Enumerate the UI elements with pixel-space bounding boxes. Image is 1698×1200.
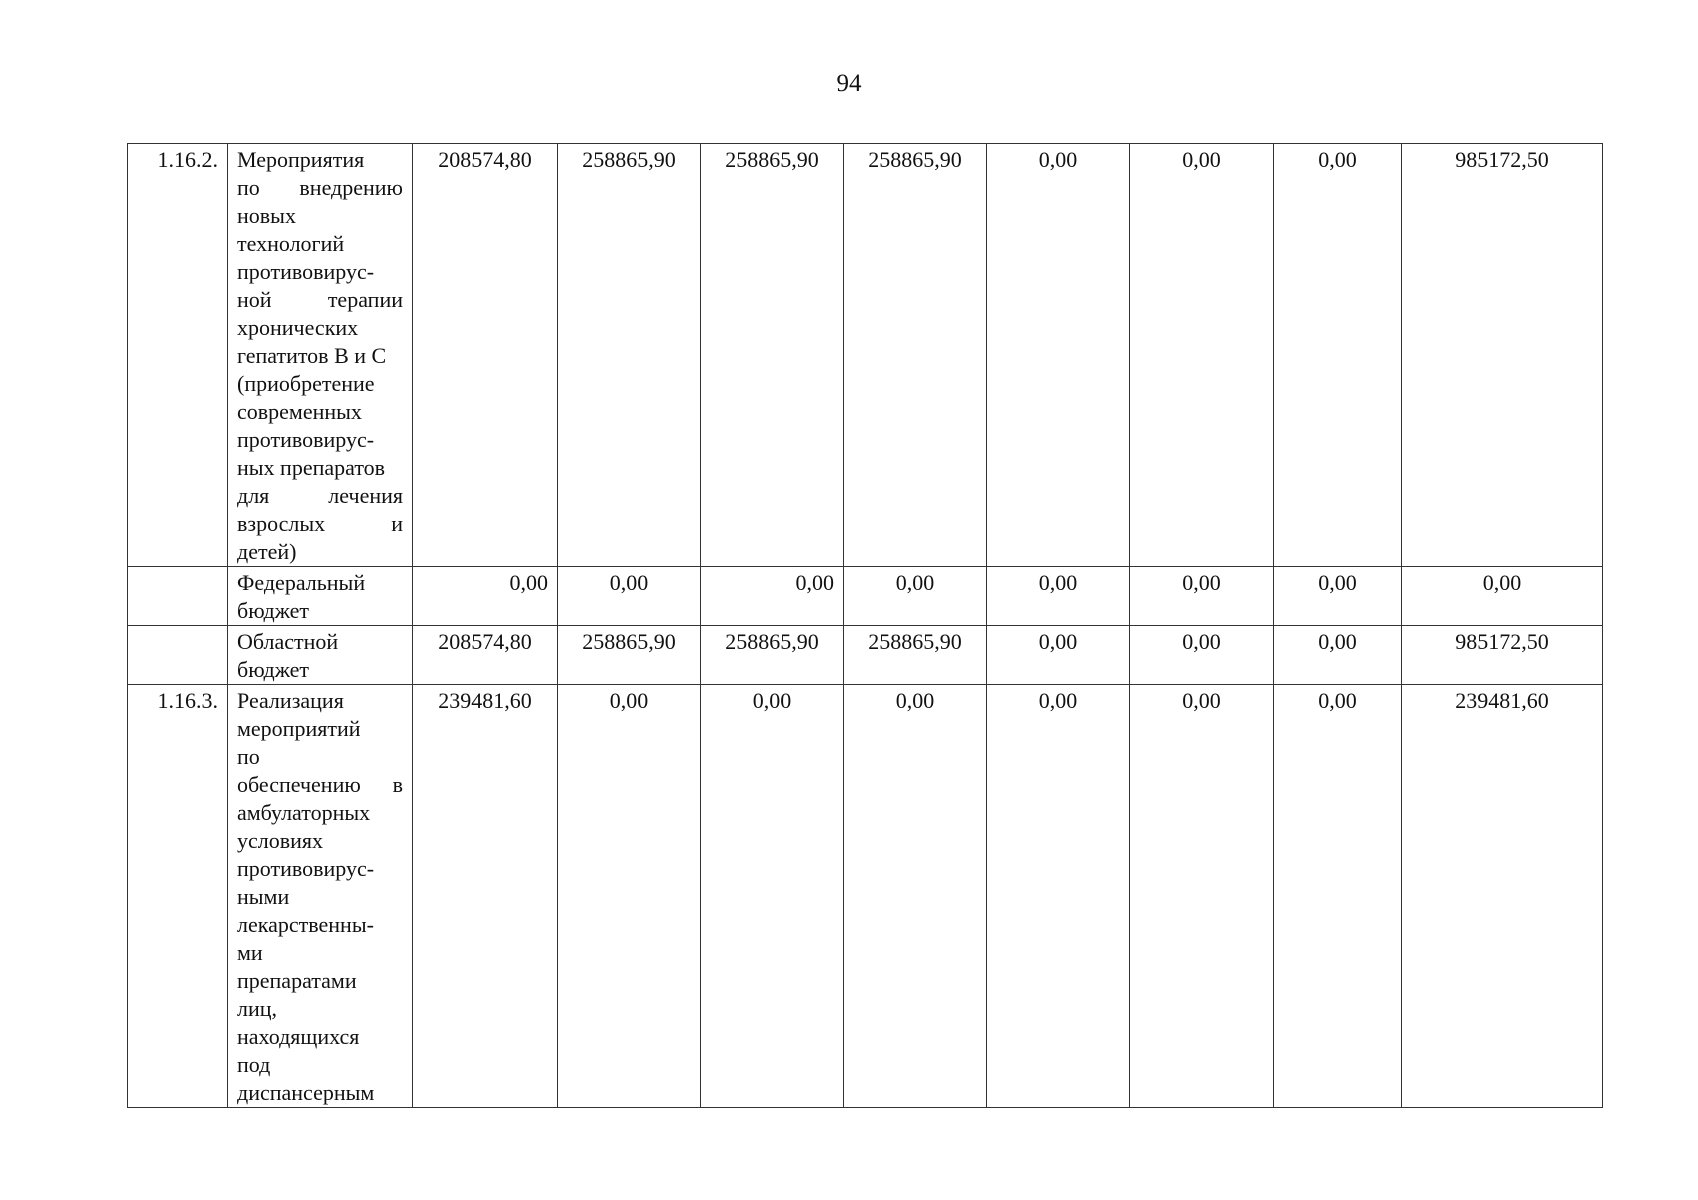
value-cell: 0,00 <box>987 144 1130 567</box>
row-description-cell <box>228 144 413 567</box>
description-line: лекарственны- <box>237 912 374 937</box>
value-cell: 0,00 <box>987 626 1130 685</box>
value-cell: 239481,60 <box>1402 685 1603 1108</box>
value-cell: 239481,60 <box>413 685 558 1108</box>
description-line: ми <box>237 940 263 965</box>
description-line: ных препаратов <box>237 455 386 480</box>
description-line: под <box>237 1052 271 1077</box>
value-cell: 0,00 <box>1130 685 1274 1108</box>
description-line: противовирус- <box>237 856 375 881</box>
value-cell: 0,00 <box>1274 144 1402 567</box>
description-line: противовирус- <box>237 427 375 452</box>
budget-table <box>127 143 1603 1108</box>
value-cell: 0,00 <box>413 567 558 626</box>
value-cell: 0,00 <box>701 567 844 626</box>
value-cell: 0,00 <box>1274 626 1402 685</box>
value-cell: 258865,90 <box>701 144 844 567</box>
row-code-cell <box>128 626 228 685</box>
description-line: Мероприятия <box>237 147 365 172</box>
description-line: ной терапии <box>237 287 403 312</box>
value-cell: 0,00 <box>1274 567 1402 626</box>
description-line: находящихся <box>237 1024 360 1049</box>
description-line: взрослых и <box>237 511 403 536</box>
row-code-cell: 1.16.3. <box>128 685 228 1108</box>
description-line: Федеральный <box>237 570 366 595</box>
description-line: гепатитов В и С <box>237 343 387 368</box>
value-cell: 0,00 <box>987 567 1130 626</box>
description-line: Областной <box>237 629 339 654</box>
description-line: диспансерным <box>237 1080 375 1105</box>
value-cell: 208574,80 <box>413 626 558 685</box>
description-line: противовирус- <box>237 259 375 284</box>
table-row <box>128 144 1603 567</box>
table-row <box>128 685 1603 1108</box>
description-line: по внедрению <box>237 175 403 200</box>
value-cell: 0,00 <box>844 567 987 626</box>
value-cell: 258865,90 <box>558 626 701 685</box>
value-cell: 0,00 <box>701 685 844 1108</box>
row-code-cell: 1.16.2. <box>128 144 228 567</box>
value-cell: 0,00 <box>1274 685 1402 1108</box>
description-line: лиц, <box>237 996 278 1021</box>
value-cell: 258865,90 <box>701 626 844 685</box>
value-cell: 0,00 <box>844 685 987 1108</box>
value-cell: 0,00 <box>1130 144 1274 567</box>
description-line: бюджет <box>237 598 309 623</box>
description-line: детей) <box>237 539 297 564</box>
table-row <box>128 567 1603 626</box>
description-line: амбулаторных <box>237 800 371 825</box>
description-line: условиях <box>237 828 324 853</box>
value-cell: 208574,80 <box>413 144 558 567</box>
value-cell: 0,00 <box>1130 567 1274 626</box>
value-cell: 258865,90 <box>844 144 987 567</box>
value-cell: 0,00 <box>558 685 701 1108</box>
description-line: Реализация <box>237 688 344 713</box>
description-line: для лечения <box>237 483 403 508</box>
value-cell: 0,00 <box>558 567 701 626</box>
description-line: (приобретение <box>237 371 375 396</box>
value-cell: 0,00 <box>1130 626 1274 685</box>
description-line: новых <box>237 203 296 228</box>
value-cell: 0,00 <box>1402 567 1603 626</box>
description-line: препаратами <box>237 968 357 993</box>
row-description-cell <box>228 626 413 685</box>
value-cell: 985172,50 <box>1402 626 1603 685</box>
description-line: по <box>237 744 260 769</box>
description-line: современных <box>237 399 362 424</box>
description-line: ными <box>237 884 290 909</box>
description-line: обеспечению в <box>237 772 403 797</box>
description-line: технологий <box>237 231 345 256</box>
value-cell: 258865,90 <box>558 144 701 567</box>
description-line: хронических <box>237 315 359 340</box>
page-number: 94 <box>836 70 862 97</box>
table-row <box>128 626 1603 685</box>
row-description-cell <box>228 685 413 1108</box>
row-code-cell <box>128 567 228 626</box>
table-body <box>128 144 1603 1108</box>
value-cell: 0,00 <box>987 685 1130 1108</box>
value-cell: 258865,90 <box>844 626 987 685</box>
description-line: бюджет <box>237 657 309 682</box>
row-description-cell <box>228 567 413 626</box>
value-cell: 985172,50 <box>1402 144 1603 567</box>
description-line: мероприятий <box>237 716 361 741</box>
